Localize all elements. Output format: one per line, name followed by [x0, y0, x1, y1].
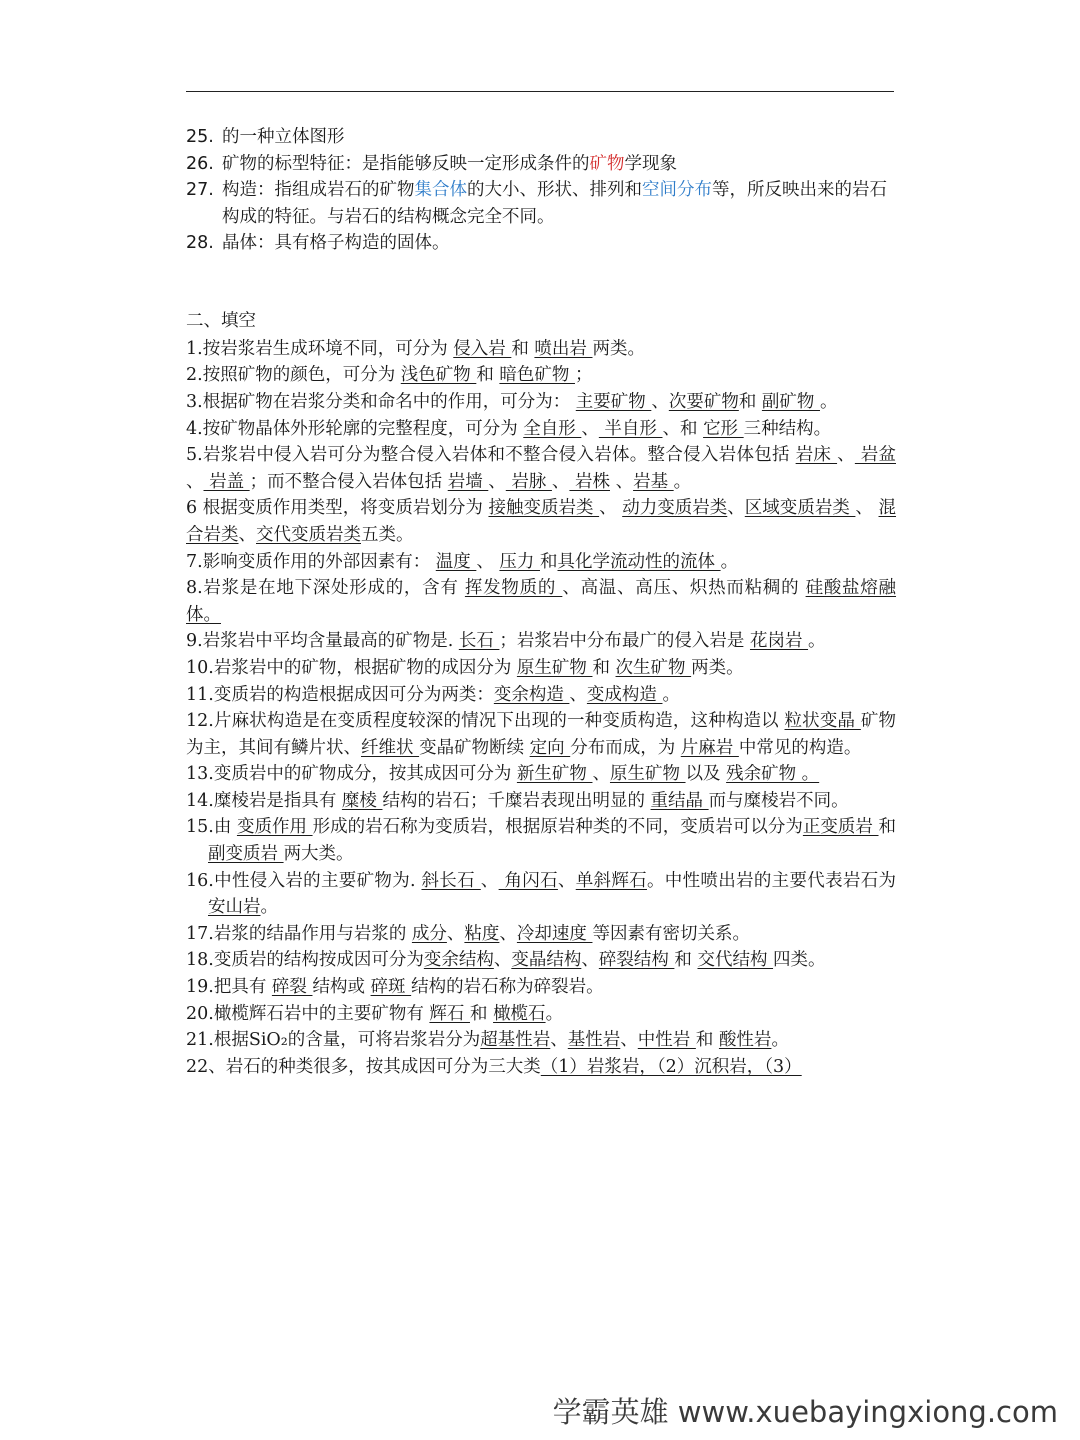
- text-run: 结构的岩石称为碎裂岩。: [411, 977, 604, 998]
- text-run: 。: [545, 1003, 564, 1024]
- answer-blank: 喷出岩: [534, 338, 593, 359]
- text-run: 矿物的标型特征：是指能够反映一定形成条件的: [222, 153, 590, 174]
- text-run: 、: [610, 471, 634, 492]
- definition-number: 27.: [186, 180, 214, 200]
- text-run: 结构或: [312, 977, 371, 998]
- answer-blank: 糜棱: [341, 790, 383, 811]
- text-run: 、: [569, 684, 587, 705]
- definition-item: [186, 230, 896, 257]
- text-run: 2.按照矿物的颜色，可分为: [186, 365, 401, 386]
- text-run: 和: [540, 551, 558, 572]
- answer-blank: 定向: [529, 737, 571, 758]
- text-run: 、: [551, 471, 570, 492]
- text-run: 学现象: [624, 153, 677, 174]
- text-run: 构造：指组成岩石的矿物: [222, 180, 415, 200]
- text-run: 8.岩浆是在地下深处形成的，含有: [186, 578, 465, 599]
- answer-blank: 温度: [435, 551, 477, 572]
- text-run: 4.按矿物晶体外形轮廓的完整程度，可分为: [186, 418, 524, 439]
- answer-blank: 它形: [703, 418, 744, 439]
- fill-question: [186, 628, 896, 655]
- watermark: 学霸英雄 www.xuebayingxiong.com: [552, 1395, 1058, 1429]
- text-run: 。: [662, 684, 680, 705]
- text-run: 、: [620, 1030, 638, 1051]
- text-run: 22、岩石的种类很多，按其成因可分为三大类: [186, 1056, 541, 1077]
- text-run: 、: [480, 870, 499, 891]
- fill-question: [186, 575, 896, 628]
- fill-question: [186, 549, 896, 576]
- question-list: [186, 336, 896, 1081]
- text-run: 中常见的构造。: [738, 737, 862, 758]
- text-run: 20.橄榄辉石岩中的主要矿物有: [186, 1003, 430, 1024]
- text-run: 四类。: [773, 950, 826, 971]
- answer-blank: 酸性岩: [718, 1030, 772, 1051]
- answer-blank: 侵入岩: [453, 338, 512, 359]
- text-run: 、和: [662, 418, 704, 439]
- answer-blank: 重结晶: [650, 790, 709, 811]
- answer-blank: 副矿物: [761, 391, 820, 412]
- text-run: 、: [727, 498, 745, 519]
- definition-number: 26.: [186, 153, 214, 174]
- text-run: 矿物为主，其间有鳞片状、: [186, 711, 897, 758]
- answer-blank: 岩墙: [447, 471, 489, 492]
- answer-blank: 混合岩类: [186, 498, 897, 545]
- text-run: 、: [550, 1030, 568, 1051]
- answer-blank: 原生矿物: [609, 764, 686, 785]
- fill-question: [186, 868, 896, 921]
- text-run: 、: [557, 870, 576, 891]
- text-run: 、: [488, 471, 506, 492]
- text-run: 、: [855, 498, 879, 519]
- text-run: 分布而成，为: [570, 737, 681, 758]
- definition-list: [186, 124, 896, 257]
- answer-blank: 长石: [458, 631, 500, 652]
- fill-question: [186, 442, 896, 495]
- answer-blank: 碎裂: [271, 977, 313, 998]
- answer-blank: 岩脉: [505, 471, 552, 492]
- text-run: ；岩浆岩中分布最广的侵入岩是: [499, 631, 750, 652]
- text-run: 、: [476, 551, 500, 572]
- top-rule: [186, 91, 894, 92]
- fill-question: [186, 416, 896, 443]
- answer-blank: 硅酸盐熔融体。: [186, 578, 897, 625]
- definition-item: [186, 124, 896, 151]
- answer-blank: 交代结构: [697, 950, 774, 971]
- definition-item: [186, 177, 896, 230]
- text-run: 变晶矿物断续: [419, 737, 530, 758]
- text-run: 。: [808, 631, 826, 652]
- text-run: 、: [581, 418, 599, 439]
- fill-question: [186, 974, 896, 1001]
- text-run: 、高温、高压、炽热而粘稠的: [562, 578, 806, 599]
- fill-question: [186, 1054, 896, 1081]
- answer-blank: 基性岩: [567, 1030, 621, 1051]
- answer-blank: 挥发物质的: [464, 578, 563, 599]
- answer-blank: 成分: [411, 923, 447, 944]
- text-run: 15.由: [186, 817, 237, 838]
- answer-blank: 浅色矿物: [400, 365, 477, 386]
- text-run: 和: [511, 338, 535, 359]
- text-run: 18.变质岩的结构按成因可分为: [186, 950, 424, 971]
- text-run: 。: [720, 551, 739, 572]
- text-run: 两类。: [592, 338, 645, 359]
- answer-blank: 岩床: [795, 445, 838, 466]
- text-run: 、: [238, 524, 256, 545]
- answer-blank: 岩盆: [854, 445, 896, 466]
- text-run: 和: [469, 1003, 494, 1024]
- fill-question: [186, 682, 896, 709]
- fill-question: [186, 1001, 896, 1028]
- text-run: 3.根据矿物在岩浆分类和命名中的作用，可分为：: [186, 391, 576, 412]
- answer-blank: 花岗岩: [749, 631, 809, 652]
- answer-blank: 岩盖: [203, 471, 250, 492]
- answer-blank: 橄榄石: [493, 1003, 546, 1024]
- text-run: 的一种立体图形: [222, 127, 345, 147]
- text-run: 6 根据变质作用类型，将变质岩划分为: [186, 498, 489, 519]
- fill-question: [186, 708, 896, 761]
- fill-question: [186, 921, 896, 948]
- text-run: 和: [476, 365, 500, 386]
- answer-blank: 接触变质岩类: [488, 498, 600, 519]
- text-run: 晶体：具有格子构造的固体。: [222, 233, 450, 253]
- text-run: 1.按岩浆岩生成环境不同，可分为: [186, 338, 454, 359]
- answer-blank: 岩基: [633, 471, 674, 492]
- fill-question: [186, 389, 896, 416]
- answer-blank: 次要矿物: [668, 391, 739, 412]
- text-run: 的大小、形状、排列和: [467, 180, 642, 200]
- answer-blank: 超基性岩: [480, 1030, 551, 1051]
- text-run: 和: [738, 391, 762, 412]
- fill-question: [186, 655, 896, 682]
- definition-number: 28.: [186, 233, 214, 253]
- text-run: 14.糜棱岩是指具有: [186, 790, 342, 811]
- answer-blank: 次生矿物: [615, 657, 692, 678]
- text-run: 和: [695, 1030, 719, 1051]
- answer-blank: 变成构造: [586, 684, 663, 705]
- answer-blank: 碎裂结构: [598, 950, 675, 971]
- highlighted-term: 矿物: [589, 153, 625, 174]
- text-run: 13.变质岩中的矿物成分，按其成因可分为: [186, 764, 517, 785]
- fill-question: [186, 495, 896, 548]
- text-run: 、: [499, 923, 517, 944]
- text-run: 16.中性侵入岩的主要矿物为.: [186, 870, 422, 891]
- text-run: 等，所反映出来的岩石构成的特征。与岩石的结构概念完全不同。: [222, 180, 887, 227]
- text-run: 而与糜棱岩不同。: [708, 790, 849, 811]
- answer-blank: 安山岩: [208, 897, 261, 918]
- answer-blank: 岩株: [569, 471, 610, 492]
- text-run: 结构的岩石；千糜岩表现出明显的: [382, 790, 651, 811]
- text-run: 19.把具有: [186, 977, 272, 998]
- text-run: 。: [819, 391, 838, 412]
- text-run: 、: [599, 498, 623, 519]
- answer-blank: 具化学流动性的流体: [557, 551, 721, 572]
- text-run: 以及: [685, 764, 727, 785]
- highlighted-term: 集合体: [414, 180, 467, 200]
- answer-blank: 角闪石: [498, 870, 558, 891]
- text-run: 21.根据SiO₂的含量，可将岩浆岩分为: [186, 1030, 481, 1051]
- answer-blank: 粒状变晶: [784, 711, 861, 732]
- text-run: 和: [674, 950, 698, 971]
- text-run: 和: [878, 817, 897, 838]
- answer-blank: 区域变质岩类: [744, 498, 856, 519]
- answer-blank: 正变质岩: [802, 817, 879, 838]
- text-run: 、: [592, 764, 610, 785]
- answer-blank: 新生矿物: [516, 764, 593, 785]
- text-run: 、: [186, 471, 204, 492]
- answer-blank: 变晶结构: [511, 950, 582, 971]
- answer-blank: 残余矿物 。: [726, 764, 820, 785]
- text-run: 10.岩浆岩中的矿物，根据矿物的成因分为: [186, 657, 517, 678]
- definition-item: [186, 151, 896, 178]
- answer-blank: 粘度: [464, 923, 500, 944]
- answer-blank: 主要矿物: [575, 391, 652, 412]
- section-title: 二、填空: [186, 311, 256, 331]
- text-run: 和: [592, 657, 616, 678]
- text-run: 两大类。: [283, 844, 354, 865]
- answer-blank: 辉石: [429, 1003, 470, 1024]
- fill-question: [186, 761, 896, 788]
- answer-blank: 碎斑: [370, 977, 412, 998]
- text-run: 11.变质岩的构造根据成因可分为两类：: [186, 684, 494, 705]
- fill-question: [186, 788, 896, 815]
- text-run: 、: [837, 445, 855, 466]
- definition-number: 25.: [186, 127, 214, 147]
- text-run: 。: [260, 897, 278, 918]
- answer-blank: 半自形: [598, 418, 663, 439]
- text-run: 等因素有密切关系。: [592, 923, 750, 944]
- text-run: 五类。: [361, 524, 414, 545]
- text-run: 形成的岩石称为变质岩，根据原岩种类的不同，变质岩可以分为: [312, 817, 803, 838]
- answer-blank: 中性岩: [637, 1030, 696, 1051]
- answer-blank: 动力变质岩类: [622, 498, 728, 519]
- answer-blank: 暗色矿物: [499, 365, 575, 386]
- fill-question: [186, 947, 896, 974]
- answer-blank: （1）岩浆岩，（2）沉积岩，（3）: [540, 1056, 802, 1077]
- text-run: 。: [771, 1030, 789, 1051]
- answer-blank: 斜长石: [421, 870, 481, 891]
- fill-question: [186, 1027, 896, 1054]
- answer-blank: 变余构造: [493, 684, 570, 705]
- text-run: 5.岩浆岩中侵入岩可分为整合侵入岩体和不整合侵入岩体。整合侵入岩体包括: [186, 445, 796, 466]
- answer-blank: 片麻岩: [680, 737, 739, 758]
- text-run: 两类。: [691, 657, 744, 678]
- text-run: 12.片麻状构造是在变质程度较深的情况下出现的一种变质构造，这种构造以: [186, 711, 785, 732]
- answer-blank: 纤维状: [361, 737, 420, 758]
- text-run: ；而不整合侵入岩体包括: [249, 471, 448, 492]
- fill-in-section: [186, 308, 896, 1080]
- text-run: 、: [446, 923, 465, 944]
- text-run: 。中性喷出岩的主要代表岩石为: [646, 870, 897, 891]
- text-run: 、: [493, 950, 512, 971]
- answer-blank: 单斜辉石: [575, 870, 647, 891]
- highlighted-term: 空间分布: [642, 180, 712, 200]
- answer-blank: 交代变质岩类: [256, 524, 361, 545]
- text-run: 17.岩浆的结晶作用与岩浆的: [186, 923, 412, 944]
- answer-blank: 变余结构: [423, 950, 494, 971]
- answer-blank: 变质作用: [236, 817, 313, 838]
- fill-question: [186, 814, 896, 867]
- answer-blank: 压力: [499, 551, 540, 572]
- fill-question: [186, 362, 896, 389]
- answer-blank: 冷却速度: [516, 923, 593, 944]
- text-run: 三种结构。: [743, 418, 832, 439]
- answer-blank: 副变质岩: [208, 844, 284, 865]
- text-run: 、: [651, 391, 669, 412]
- text-run: 7.影响变质作用的外部因素有：: [186, 551, 436, 572]
- answer-blank: 原生矿物: [516, 657, 593, 678]
- fill-question: [186, 336, 896, 363]
- text-run: ；: [574, 365, 593, 386]
- answer-blank: 全自形: [523, 418, 582, 439]
- text-run: 。: [673, 471, 692, 492]
- text-run: 、: [581, 950, 599, 971]
- text-run: 9.岩浆岩中平均含量最高的矿物是.: [186, 631, 459, 652]
